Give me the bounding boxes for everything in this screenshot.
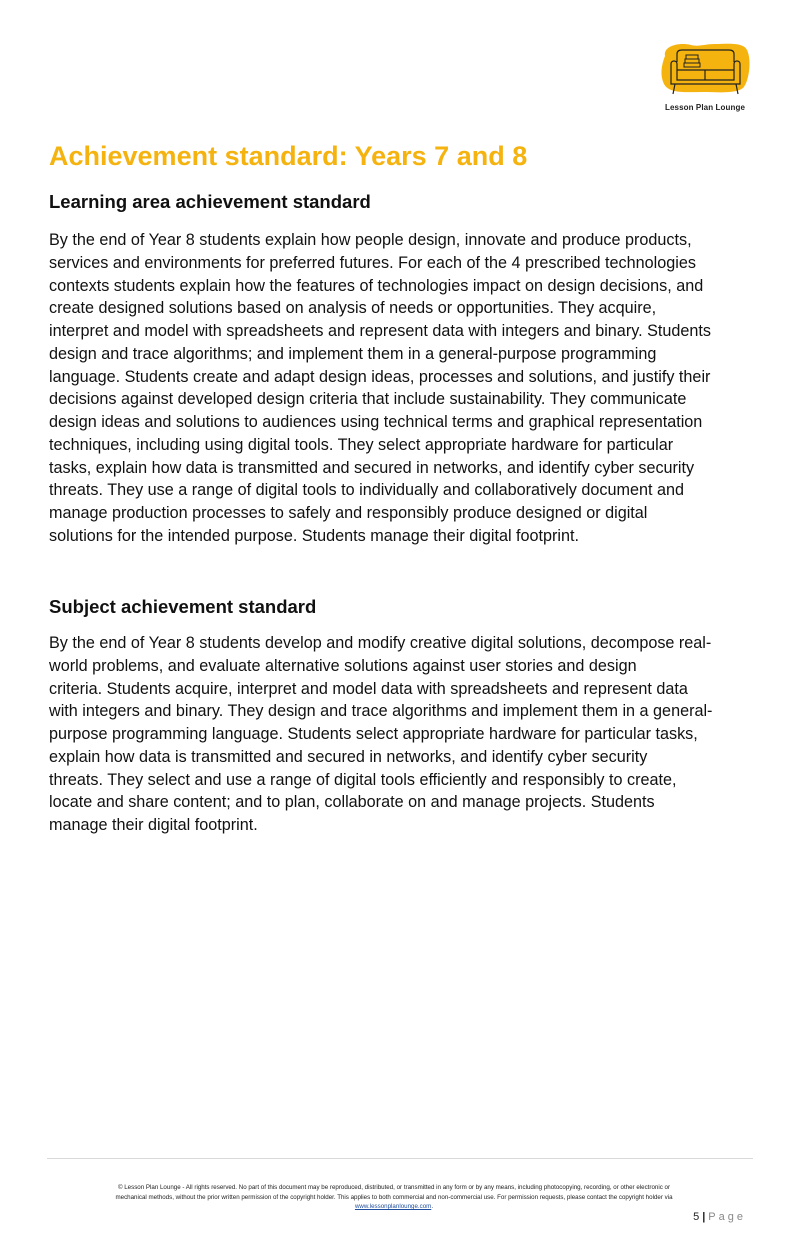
- paragraph-line: solutions for the intended purpose. Students manage their digital footprint.: [49, 526, 580, 545]
- paragraph-line: locate and share content; and to plan, collaborate on and manage projects. Students: [49, 793, 655, 812]
- paragraph-line: manage their digital footprint.: [49, 816, 258, 834]
- brand-logo: [655, 42, 755, 116]
- copyright-link-line: [40, 1202, 748, 1212]
- paragraph-line: contexts students explain how the features of technologies impact on design decisions, and: [49, 276, 704, 295]
- paragraph-line: By the end of Year 8 students develop and modify creative digital solutions, decompose real-: [49, 634, 712, 652]
- paragraph-line: purpose programming language. Students select appropriate hardware for particular tasks,: [49, 725, 698, 743]
- paragraph-line: decisions against developed design criteria that include sustainability. They communicate: [49, 390, 687, 409]
- paragraph-line: threats. They use a range of digital tools to individually and collaboratively document and: [49, 481, 684, 500]
- brand-name: Lesson Plan Lounge: [664, 103, 746, 112]
- paragraph-line: tasks, explain how data is transmitted and secured in networks, and identify cyber security: [49, 458, 695, 477]
- paragraph-line: threats. They select and use a range of digital tools efficiently and responsibly to create,: [49, 770, 677, 789]
- page-word: Page: [708, 1211, 746, 1223]
- page-number: [693, 1211, 746, 1223]
- paragraph-line: By the end of Year 8 students explain how people design, innovate and produce products,: [49, 231, 692, 249]
- paragraph-line: manage production processes to safely and responsibly produce designed or digital: [49, 504, 648, 522]
- subject-paragraph: [49, 632, 759, 837]
- paragraph-line: language. Students create and adapt design ideas, processes and solutions, and justify their: [49, 367, 711, 386]
- website-link[interactable]: www.lessonplanlounge.com: [354, 1203, 432, 1210]
- page-separator: |: [702, 1211, 706, 1223]
- page-title: Achievement standard: Years 7 and 8: [49, 141, 528, 171]
- copyright-notice: [40, 1183, 748, 1212]
- couch-logo-icon: [657, 42, 753, 102]
- copyright-line: mechanical methods, without the prior written permission of the copyright holder. This applies to both commercial and non-commercial use. For permission requests, please contact the copyright holder via: [115, 1193, 673, 1201]
- paragraph-line: create designed solutions based on analysis of needs or opportunities. They acquire,: [49, 299, 657, 318]
- section-heading-learning-area: Learning area achievement standard: [49, 191, 371, 212]
- section-heading-subject: Subject achievement standard: [49, 596, 317, 617]
- page-number-value: 5: [693, 1211, 700, 1223]
- paragraph-line: design ideas and solutions to audiences using technical terms and graphical representation: [49, 413, 703, 431]
- copyright-line: © Lesson Plan Lounge - All rights reserved. No part of this document may be reproduced, distributed, or transmitted in any form or by any means, including photocopying, recording, or other electronic or: [117, 1184, 671, 1191]
- link-suffix: .: [431, 1203, 434, 1210]
- paragraph-line: interpret and model with spreadsheets and represent data with integers and binary. Students: [49, 322, 711, 340]
- footer-divider: [47, 1158, 753, 1159]
- paragraph-line: criteria. Students acquire, interpret and model data with spreadsheets and represent data: [49, 679, 688, 698]
- learning-area-paragraph: [49, 229, 759, 548]
- paragraph-line: explain how data is transmitted and secured in networks, and identify cyber security: [49, 747, 648, 766]
- paragraph-line: techniques, including using digital tools. They select appropriate hardware for particular: [49, 435, 674, 454]
- paragraph-line: with integers and binary. They design and trace algorithms and implement them in a general-: [49, 702, 713, 721]
- paragraph-line: services and environments for preferred futures. For each of the 4 prescribed technologies: [49, 253, 696, 272]
- paragraph-line: world problems, and evaluate alternative solutions against user stories and design: [49, 656, 637, 675]
- paragraph-line: design and trace algorithms; and implement them in a general-purpose programming: [49, 344, 657, 363]
